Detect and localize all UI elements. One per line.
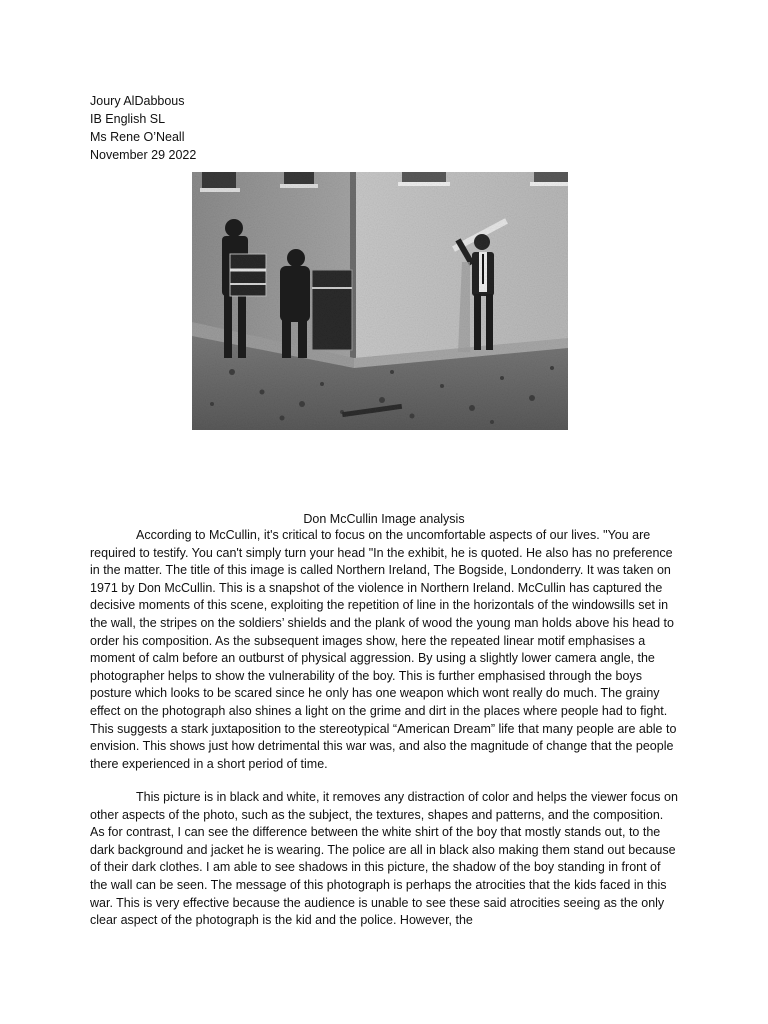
teacher-name: Ms Rene O’Neall [90,130,185,144]
paragraph-1 [90,527,680,773]
paragraph-2 [90,789,680,930]
course-name: IB English SL [90,112,166,126]
author-name: Joury AlDabbous [90,94,185,108]
document-header [90,92,196,164]
paragraph-1-text: According to McCullin, it's critical to focus on the uncomfortable aspects of our lives. "You are required to testify. You can't simply turn your head "In the exhibit, he is quoted. He also has no preference in the matter. The title of this image is called Northern Ireland, The Bogside, Londonderry. It was taken on 1971 by Don McCullin. This is a snapshot of the violence in Northern Ireland. McCullin has captured the decisive moments of this scene, exploiting the repetition of line in the horizontals of the windowsills set in the wall, the stripes on the soldiers’ shields and the plank of wood the young man holds above his head to order his composition. As the subsequent images show, here the repeated linear motif emphasises a moment of calm before an outburst of physical aggression. By using a slightly lower camera angle, the photographer helps to show the vulnerability of the boy. This is further emphasised through the boys posture which looks to be scared since he only has one weapon which wont really do much. The grainy effect on the photograph also shines a light on the grime and dirt in the places where people had to fight. This suggests a stark juxtaposition to the stereotypical “American Dream” life that many people are able to envision. This shows just how detrimental this war was, and also the magnitude of change that the people there experienced in a short period of time. [90,528,677,771]
paragraph-2-text: This picture is in black and white, it removes any distraction of color and helps the viewer focus on other aspects of the photo, such as the subject, the textures, shapes and patterns, and the composition. As for contrast, I can see the difference between the white shirt of the boy that mostly stands out, to the dark background and jacket he is wearing. The police are all in black also making them stand out because of their dark clothes. I am able to see shadows in this picture, the shadow of the boy standing in front of the wall can be seen. The message of this photograph is perhaps the atrocities that the kids faced in this war. This is very effective because the audience is unable to see these said atrocities seeing as the only clear aspect of the photograph is the kid and the police. However, the [90,790,678,928]
black-and-white-photograph [192,172,568,430]
document-date: November 29 2022 [90,148,197,162]
essay-title: Don McCullin Image analysis [303,512,465,526]
